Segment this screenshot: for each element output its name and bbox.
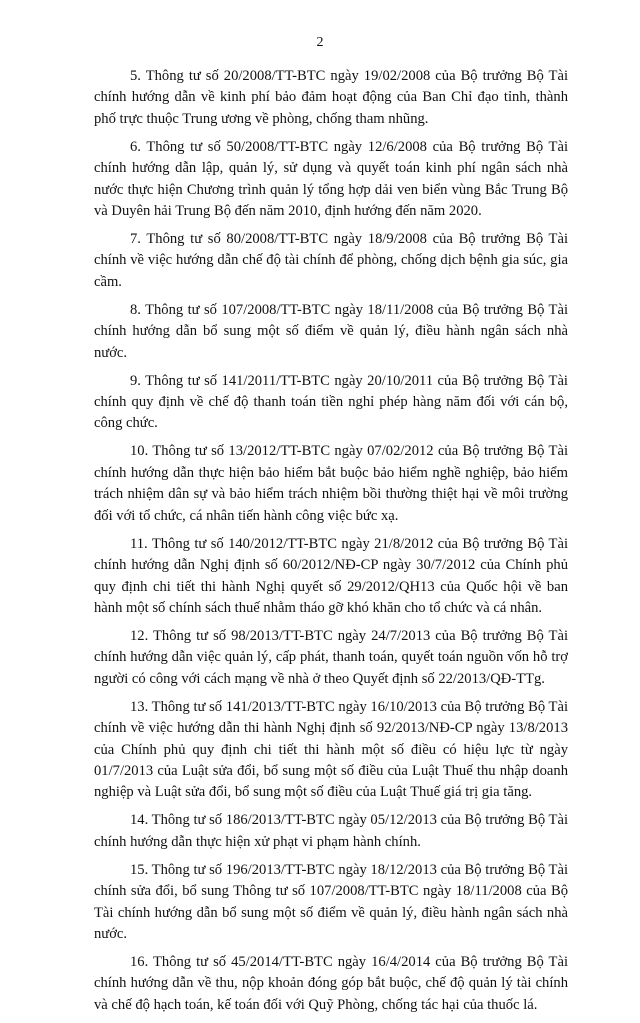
list-item: 16. Thông tư số 45/2014/TT-BTC ngày 16/4/2014 của Bộ trưởng Bộ Tài chính hướng dẫn về thu, nộp khoản đóng góp bắt buộc, chế độ quản lý tài chính và chế độ hạch toán, kế toán đối với Quỹ Phòng, chống tác hại của thuốc lá. [94, 953, 568, 1013]
list-item: 12. Thông tư số 98/2013/TT-BTC ngày 24/7/2013 của Bộ trưởng Bộ Tài chính hướng dẫn việc quản lý, cấp phát, thanh toán, quyết toán nguồn vốn hỗ trợ người có công với cách mạng về nhà ở theo Quyết định số 22/2013/QĐ-TTg. [94, 627, 568, 687]
page-number: 2 [316, 35, 324, 50]
list-item: 7. Thông tư số 80/2008/TT-BTC ngày 18/9/2008 của Bộ trưởng Bộ Tài chính về việc hướng dẫn chế độ tài chính để phòng, chống dịch bệnh gia súc, gia cầm. [94, 231, 568, 290]
list-item: 10. Thông tư số 13/2012/TT-BTC ngày 07/02/2012 của Bộ trưởng Bộ Tài chính hướng dẫn thực hiện bảo hiểm bắt buộc bảo hiểm nghề nghiệp, bảo hiểm trách nhiệm dân sự và bảo hiểm trách nhiệm bồi thường thiệt hại về môi trường đối với tổ chức, cá nhân tiến hành công việc bức xạ. [94, 443, 568, 524]
list-item: 11. Thông tư số 140/2012/TT-BTC ngày 21/8/2012 của Bộ trưởng Bộ Tài chính hướng dẫn Nghị định số 60/2012/NĐ-CP ngày 30/7/2012 của Chính phủ quy định chi tiết thi hành Nghị quyết số 29/2012/QH13 của Quốc hội về ban hành một số chính sách thuế nhằm tháo gỡ khó khăn cho tổ chức và cá nhân. [94, 535, 568, 616]
list-item: 5. Thông tư số 20/2008/TT-BTC ngày 19/02/2008 của Bộ trưởng Bộ Tài chính hướng dẫn về kinh phí bảo đảm hoạt động của Ban Chỉ đạo tỉnh, thành phố trực thuộc Trung ương về phòng, chống tham nhũng. [94, 68, 568, 127]
list-item: 15. Thông tư số 196/2013/TT-BTC ngày 18/12/2013 của Bộ trưởng Bộ Tài chính sửa đổi, bổ sung Thông tư số 107/2008/TT-BTC ngày 18/11/2008 của Bộ Tài chính hướng dẫn bổ sung một số điểm về quản lý, điều hành ngân sách nhà nước. [94, 861, 568, 942]
list-item: 9. Thông tư số 141/2011/TT-BTC ngày 20/10/2011 của Bộ trưởng Bộ Tài chính quy định về chế độ thanh toán tiền nghỉ phép hàng năm đối với cán bộ, công chức. [94, 372, 568, 432]
list-item: 8. Thông tư số 107/2008/TT-BTC ngày 18/11/2008 của Bộ trưởng Bộ Tài chính hướng dẫn bổ sung một số điểm về quản lý, điều hành ngân sách nhà nước. [94, 301, 568, 361]
list-item: 6. Thông tư số 50/2008/TT-BTC ngày 12/6/2008 của Bộ trưởng Bộ Tài chính hướng dẫn lập, quản lý, sử dụng và quyết toán kinh phí ngân sách nhà nước thực hiện Chương trình quản lý tổng hợp dải ven biển vùng Bắc Trung Bộ và Duyên hải Trung Bộ đến năm 2010, định hướng đến năm 2020. [94, 138, 568, 220]
list-item: 13. Thông tư số 141/2013/TT-BTC ngày 16/10/2013 của Bộ trưởng Bộ Tài chính về việc hướng dẫn thi hành Nghị định số 92/2013/NĐ-CP ngày 13/8/2013 của Chính phủ quy định chi tiết thi hành một số điều có hiệu lực từ ngày 01/7/2013 của Luật sửa đổi, bổ sung một số điều của Luật Thuế thu nhập doanh nghiệp và Luật sửa đổi, bổ sung một số điều của Luật Thuế giá trị gia tăng. [94, 698, 568, 801]
list-item: 14. Thông tư số 186/2013/TT-BTC ngày 05/12/2013 của Bộ trưởng Bộ Tài chính hướng dẫn thực hiện xử phạt vi phạm hành chính. [94, 812, 568, 850]
document-body [94, 66, 568, 1023]
